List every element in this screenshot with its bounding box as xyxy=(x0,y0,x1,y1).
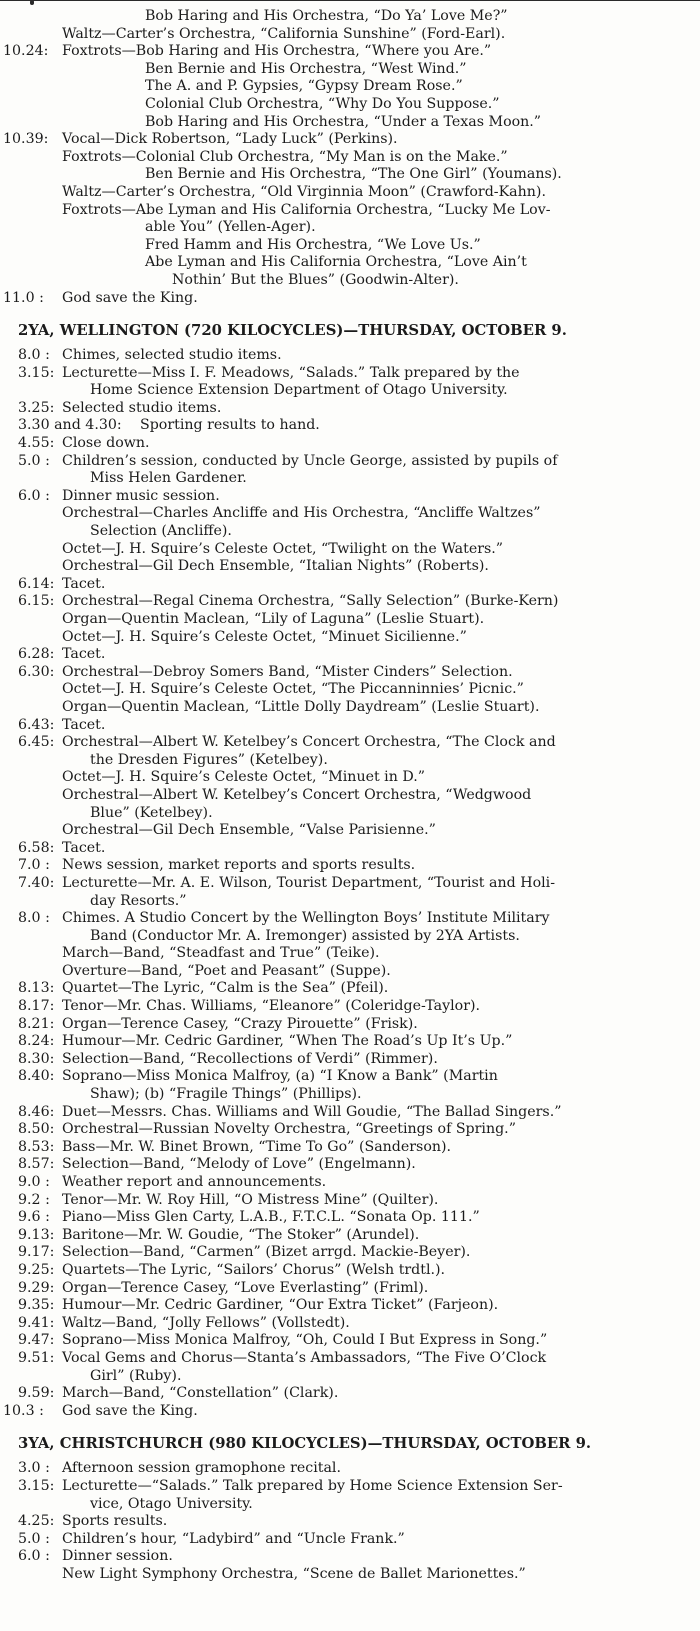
listing-time: 8.30: xyxy=(18,1050,55,1067)
station-heading-2ya-text: 2YA, WELLINGTON (720 KILOCYCLES)—THURSDAY, OCTOBER 9. xyxy=(18,322,567,340)
listing-line xyxy=(0,1566,700,1584)
listing-line xyxy=(0,857,700,875)
listing-time: 8.0 : xyxy=(18,347,50,364)
listing-line xyxy=(0,1403,700,1421)
listing-time: 9.41: xyxy=(18,1314,55,1331)
listing-line xyxy=(0,347,700,365)
listing-text: Organ—Terence Casey, “Crazy Pirouette” (Frisk). xyxy=(62,1015,418,1032)
listing-line xyxy=(0,1209,700,1227)
listing-time: 8.0 : xyxy=(18,910,50,927)
listing-text: Colonial Club Orchestra, “Why Do You Suppose.” xyxy=(145,95,500,112)
listing-text: Tacet. xyxy=(62,839,106,856)
programme-block-2ya xyxy=(0,347,700,1420)
listing-line xyxy=(0,1244,700,1262)
listing-line xyxy=(0,131,700,149)
listing-line xyxy=(0,963,700,981)
listing-line xyxy=(0,769,700,787)
listing-line xyxy=(0,646,700,664)
listing-text: Selection—Band, “Carmen” (Bizet arrgd. Mackie-Beyer). xyxy=(62,1244,471,1261)
listing-text: Organ—Quentin Maclean, “Little Dolly Daydream” (Leslie Stuart). xyxy=(62,698,540,715)
listing-text: Octet—J. H. Squire’s Celeste Octet, “Twilight on the Waters.” xyxy=(62,540,504,557)
listing-text: Selected studio items. xyxy=(62,399,222,416)
listing-line xyxy=(0,893,700,911)
listing-text: day Resorts.” xyxy=(90,892,187,909)
listing-time: 9.2 : xyxy=(18,1191,50,1208)
listing-line xyxy=(0,219,700,237)
listing-time: 6.30: xyxy=(18,663,55,680)
listing-time: 3.25: xyxy=(18,399,55,416)
listing-line xyxy=(0,61,700,79)
listing-text: Organ—Quentin Maclean, “Lily of Laguna” (Leslie Stuart). xyxy=(62,611,485,627)
listing-text: Bass—Mr. W. Binet Brown, “Time To Go” (Sanderson). xyxy=(62,1138,452,1155)
listing-text: Children’s session, conducted by Uncle George, assisted by pupils of xyxy=(62,452,558,469)
listing-text: Home Science Extension Department of Otago University. xyxy=(90,382,508,399)
listing-line xyxy=(0,78,700,96)
listing-line xyxy=(0,558,700,576)
listing-text: Lecturette—“Salads.” Talk prepared by Home Science Extension Ser- xyxy=(62,1477,563,1494)
listing-text: Tenor—Mr. W. Roy Hill, “O Mistress Mine” (Quilter). xyxy=(62,1191,439,1208)
listing-text: Selection—Band, “Recollections of Verdi” (Rimmer). xyxy=(62,1050,438,1067)
listing-line xyxy=(0,453,700,471)
station-heading-3ya xyxy=(0,1420,700,1460)
listing-line xyxy=(0,8,700,26)
listing-line xyxy=(0,272,700,290)
listing-text: Foxtrots—Colonial Club Orchestra, “My Man is on the Make.” xyxy=(62,148,508,165)
listing-time: 3.15: xyxy=(18,1477,55,1494)
listing-text: Baritone—Mr. W. Goudie, “The Stoker” (Arundel). xyxy=(62,1226,420,1243)
listing-text: Octet—J. H. Squire’s Celeste Octet, “Minuet Sicilienne.” xyxy=(62,628,467,645)
listing-line xyxy=(0,840,700,858)
programme-block-3ya xyxy=(0,1460,700,1583)
station-heading-3ya-text: 3YA, CHRISTCHURCH (980 KILOCYCLES)—THURSDAY, OCTOBER 9. xyxy=(18,1435,592,1453)
listing-line xyxy=(0,681,700,699)
listing-line xyxy=(0,184,700,202)
listing-line xyxy=(0,114,700,132)
listing-text: Ben Bernie and His Orchestra, “West Wind.” xyxy=(145,60,467,77)
listing-text: Soprano—Miss Monica Malfroy, “Oh, Could I But Express in Song.” xyxy=(62,1332,548,1349)
listing-text: Dinner session. xyxy=(62,1548,173,1565)
listing-line xyxy=(0,290,700,308)
listing-time: 3.30 and 4.30: xyxy=(18,417,122,434)
listing-text: Waltz—Band, “Jolly Fellows” (Vollstedt). xyxy=(62,1314,350,1331)
listing-line xyxy=(0,488,700,506)
listing-text: Vocal Gems and Chorus—Stanta’s Ambassadors, “The Five O’Clock xyxy=(62,1349,547,1366)
listing-text: Afternoon session gramophone recital. xyxy=(62,1460,341,1477)
listing-line xyxy=(0,611,700,629)
listing-text: able You” (Yellen-Ager). xyxy=(145,219,316,236)
listing-time: 8.21: xyxy=(18,1015,55,1032)
listing-line xyxy=(0,365,700,383)
listing-time: 9.25: xyxy=(18,1261,55,1278)
listing-line xyxy=(0,382,700,400)
listing-line xyxy=(0,629,700,647)
listing-line xyxy=(0,1297,700,1315)
listing-time: 9.0 : xyxy=(18,1174,50,1190)
listing-line xyxy=(0,1033,700,1051)
listing-text: Children’s hour, “Ladybird” and “Uncle Frank.” xyxy=(62,1530,405,1547)
listing-line xyxy=(0,149,700,167)
listing-line xyxy=(0,541,700,559)
listing-text: Shaw); (b) “Fragile Things” (Phillips). xyxy=(90,1086,362,1103)
listing-line xyxy=(0,734,700,752)
listing-text: Lecturette—Mr. A. E. Wilson, Tourist Department, “Tourist and Holi- xyxy=(62,874,555,891)
listing-text: March—Band, “Steadfast and True” (Teike). xyxy=(62,945,380,962)
listing-text: Vocal—Dick Robertson, “Lady Luck” (Perkins). xyxy=(62,131,398,148)
listing-line xyxy=(0,26,700,44)
listing-text: New Light Symphony Orchestra, “Scene de Ballet Marionettes.” xyxy=(62,1565,526,1582)
listing-text: Tenor—Mr. Chas. Williams, “Eleanore” (Coleridge-Taylor). xyxy=(62,998,481,1015)
listing-text: Humour—Mr. Cedric Gardiner, “When The Road’s Up It’s Up.” xyxy=(62,1033,513,1050)
listing-text: Nothin’ But the Blues” (Goodwin-Alter). xyxy=(172,271,459,288)
listing-text: Tacet. xyxy=(62,716,106,733)
listing-line xyxy=(0,1016,700,1034)
listing-text: vice, Otago University. xyxy=(90,1495,253,1512)
listing-time: 8.13: xyxy=(18,980,55,997)
listing-line xyxy=(0,752,700,770)
listing-line xyxy=(0,1156,700,1174)
listing-line xyxy=(0,980,700,998)
listing-line xyxy=(0,400,700,418)
listing-line xyxy=(0,1350,700,1368)
listing-line xyxy=(0,1192,700,1210)
page-top-rule xyxy=(0,0,700,6)
listing-text: Dinner music session. xyxy=(62,487,220,504)
listing-text: Orchestral—Regal Cinema Orchestra, “Sally Selection” (Burke-Kern) xyxy=(62,593,559,610)
listing-line xyxy=(0,1460,700,1478)
listing-text: Tacet. xyxy=(62,575,106,592)
listing-text: The A. and P. Gypsies, “Gypsy Dream Rose.” xyxy=(145,78,463,95)
listing-text: Orchestral—Albert W. Ketelbey’s Concert Orchestra, “Wedgwood xyxy=(62,786,532,803)
listing-text: Orchestral—Russian Novelty Orchestra, “Greetings of Spring.” xyxy=(62,1121,516,1138)
listing-line xyxy=(0,1496,700,1514)
listing-line xyxy=(0,417,700,435)
listing-text: Waltz—Carter’s Orchestra, “Old Virginnia Moon” (Crawford-Kahn). xyxy=(62,183,546,200)
listing-line xyxy=(0,1280,700,1298)
listing-line xyxy=(0,910,700,928)
listing-text: Tacet. xyxy=(62,646,106,663)
listing-text: Girl” (Ruby). xyxy=(90,1367,182,1384)
listing-text: Orchestral—Debroy Somers Band, “Mister Cinders” Selection. xyxy=(62,663,513,680)
listing-line xyxy=(0,1139,700,1157)
listing-text: Chimes. A Studio Concert by the Wellington Boys’ Institute Military xyxy=(62,910,550,927)
listing-text: Piano—Miss Glen Carty, L.A.B., F.T.C.L. “Sonata Op. 111.” xyxy=(62,1209,480,1226)
listing-text: Orchestral—Gil Dech Ensemble, “Valse Parisienne.” xyxy=(62,822,436,839)
listing-time: 5.0 : xyxy=(18,452,50,469)
listing-text: Blue” (Ketelbey). xyxy=(90,804,213,821)
listing-line xyxy=(0,1262,700,1280)
listing-line xyxy=(0,1332,700,1350)
listing-time: 10.24: xyxy=(3,43,49,60)
listing-line xyxy=(0,166,700,184)
listing-text: Waltz—Carter’s Orchestra, “California Sunshine” (Ford-Earl). xyxy=(62,25,506,42)
listing-line xyxy=(0,1068,700,1086)
listing-line xyxy=(0,928,700,946)
radio-programme-listing xyxy=(0,8,700,1583)
listing-time: 8.17: xyxy=(18,998,55,1015)
listing-text: Close down. xyxy=(62,435,150,452)
listing-text: Duet—Messrs. Chas. Williams and Will Goudie, “The Ballad Singers.” xyxy=(62,1103,562,1120)
listing-line xyxy=(0,470,700,488)
listing-line xyxy=(0,576,700,594)
listing-time: 6.15: xyxy=(18,593,55,610)
listing-line xyxy=(0,593,700,611)
listing-time: 9.47: xyxy=(18,1332,55,1349)
listing-time: 7.40: xyxy=(18,874,55,891)
listing-line xyxy=(0,43,700,61)
listing-time: 9.59: xyxy=(18,1385,55,1402)
listing-line xyxy=(0,1548,700,1566)
listing-text: Organ—Terence Casey, “Love Everlasting” (Friml). xyxy=(62,1279,429,1296)
listing-time: 6.0 : xyxy=(18,487,50,504)
listing-text: Bob Haring and His Orchestra, “Under a Texas Moon.” xyxy=(145,113,542,130)
programme-block-continued xyxy=(0,8,700,307)
listing-time: 6.28: xyxy=(18,646,55,663)
listing-time: 8.53: xyxy=(18,1138,55,1155)
listing-text: Octet—J. H. Squire’s Celeste Octet, “Minuet in D.” xyxy=(62,769,425,786)
listing-line xyxy=(0,1086,700,1104)
listing-text: Miss Helen Gardener. xyxy=(90,470,247,487)
listing-time: 10.3 : xyxy=(3,1402,44,1419)
listing-time: 4.25: xyxy=(18,1513,55,1530)
listing-text: Weather report and announcements. xyxy=(62,1174,327,1190)
listing-time: 9.17: xyxy=(18,1244,55,1261)
listing-time: 8.46: xyxy=(18,1103,55,1120)
listing-time: 9.6 : xyxy=(18,1209,50,1226)
listing-line xyxy=(0,805,700,823)
listing-time: 8.57: xyxy=(18,1156,55,1173)
listing-line xyxy=(0,435,700,453)
listing-text: Chimes, selected studio items. xyxy=(62,347,282,364)
listing-time: 8.24: xyxy=(18,1033,55,1050)
listing-time: 4.55: xyxy=(18,435,55,452)
listing-time: 9.35: xyxy=(18,1297,55,1314)
listing-time: 9.13: xyxy=(18,1226,55,1243)
listing-line xyxy=(0,787,700,805)
listing-line xyxy=(0,1531,700,1549)
listing-line xyxy=(0,202,700,220)
listing-text: Foxtrots—Abe Lyman and His California Orchestra, “Lucky Me Lov- xyxy=(62,201,551,218)
listing-text: News session, market reports and sports results. xyxy=(62,857,416,874)
listing-line xyxy=(0,822,700,840)
listing-text: Quartets—The Lyric, “Sailors’ Chorus” (Welsh trdtl.). xyxy=(62,1261,446,1278)
listing-line xyxy=(0,699,700,717)
listing-line xyxy=(0,664,700,682)
listing-text: Selection—Band, “Melody of Love” (Engelmann). xyxy=(62,1156,416,1173)
listing-text: Abe Lyman and His California Orchestra, “Love Ain’t xyxy=(145,254,527,271)
listing-text: God save the King. xyxy=(62,1402,198,1419)
listing-text: Quartet—The Lyric, “Calm is the Sea” (Pfeil). xyxy=(62,980,389,997)
listing-text: Octet—J. H. Squire’s Celeste Octet, “The Piccanninnies’ Picnic.” xyxy=(62,681,524,698)
listing-text: Band (Conductor Mr. A. Iremonger) assisted by 2YA Artists. xyxy=(90,927,520,944)
listing-text: Humour—Mr. Cedric Gardiner, “Our Extra Ticket” (Farjeon). xyxy=(62,1297,499,1314)
listing-text: Orchestral—Charles Ancliffe and His Orchestra, “Ancliffe Waltzes” xyxy=(62,505,541,522)
listing-text: Orchestral—Gil Dech Ensemble, “Italian Nights” (Roberts). xyxy=(62,558,489,575)
listing-text: God save the King. xyxy=(62,289,198,306)
listing-text: Ben Bernie and His Orchestra, “The One Girl” (Youmans). xyxy=(145,166,562,183)
listing-line xyxy=(0,998,700,1016)
listing-text: the Dresden Figures” (Ketelbey). xyxy=(90,751,328,768)
listing-line xyxy=(0,1513,700,1531)
listing-text: Selection (Ancliffe). xyxy=(90,523,232,540)
listing-text: Sports results. xyxy=(62,1513,168,1530)
listing-line xyxy=(0,945,700,963)
listing-line xyxy=(0,1478,700,1496)
listing-time: 3.0 : xyxy=(18,1460,50,1477)
station-heading-2ya xyxy=(0,307,700,347)
listing-line xyxy=(0,505,700,523)
listing-text: Foxtrots—Bob Haring and His Orchestra, “Where you Are.” xyxy=(62,43,492,60)
listing-time: 9.51: xyxy=(18,1349,55,1366)
listing-time: 6.45: xyxy=(18,734,55,751)
listing-text: Overture—Band, “Poet and Peasant” (Suppe). xyxy=(62,962,391,979)
listing-time: 9.29: xyxy=(18,1279,55,1296)
listing-line xyxy=(0,717,700,735)
listing-time: 8.50: xyxy=(18,1121,55,1138)
listing-time: 3.15: xyxy=(18,364,55,381)
listing-line xyxy=(0,1227,700,1245)
listing-line xyxy=(0,1315,700,1333)
listing-time: 6.0 : xyxy=(18,1548,50,1565)
listing-line xyxy=(0,1385,700,1403)
listing-text: Orchestral—Albert W. Ketelbey’s Concert Orchestra, “The Clock and xyxy=(62,734,556,751)
listing-time: 10.39: xyxy=(3,131,49,148)
listing-line xyxy=(0,237,700,255)
listing-time: 6.58: xyxy=(18,839,55,856)
listing-text: Fred Hamm and His Orchestra, “We Love Us.” xyxy=(145,236,481,253)
listing-text: Lecturette—Miss I. F. Meadows, “Salads.” Talk prepared by the xyxy=(62,364,520,381)
listing-line xyxy=(0,875,700,893)
listing-time: 7.0 : xyxy=(18,857,50,874)
listing-line xyxy=(0,1104,700,1122)
listing-line xyxy=(0,1051,700,1069)
listing-line xyxy=(0,254,700,272)
listing-line xyxy=(0,1174,700,1192)
listing-time: 5.0 : xyxy=(18,1530,50,1547)
listing-line xyxy=(0,1368,700,1386)
listing-text: Soprano—Miss Monica Malfroy, (a) “I Know a Bank” (Martin xyxy=(62,1068,498,1085)
listing-line xyxy=(0,1121,700,1139)
listing-text: Bob Haring and His Orchestra, “Do Ya’ Love Me?” xyxy=(145,8,508,24)
listing-time: 6.14: xyxy=(18,575,55,592)
listing-time: 8.40: xyxy=(18,1068,55,1085)
listing-time: 6.43: xyxy=(18,716,55,733)
listing-text: Sporting results to hand. xyxy=(140,417,320,434)
listing-text: March—Band, “Constellation” (Clark). xyxy=(62,1385,339,1402)
listing-time: 11.0 : xyxy=(3,289,44,306)
listing-line xyxy=(0,523,700,541)
listing-line xyxy=(0,96,700,114)
